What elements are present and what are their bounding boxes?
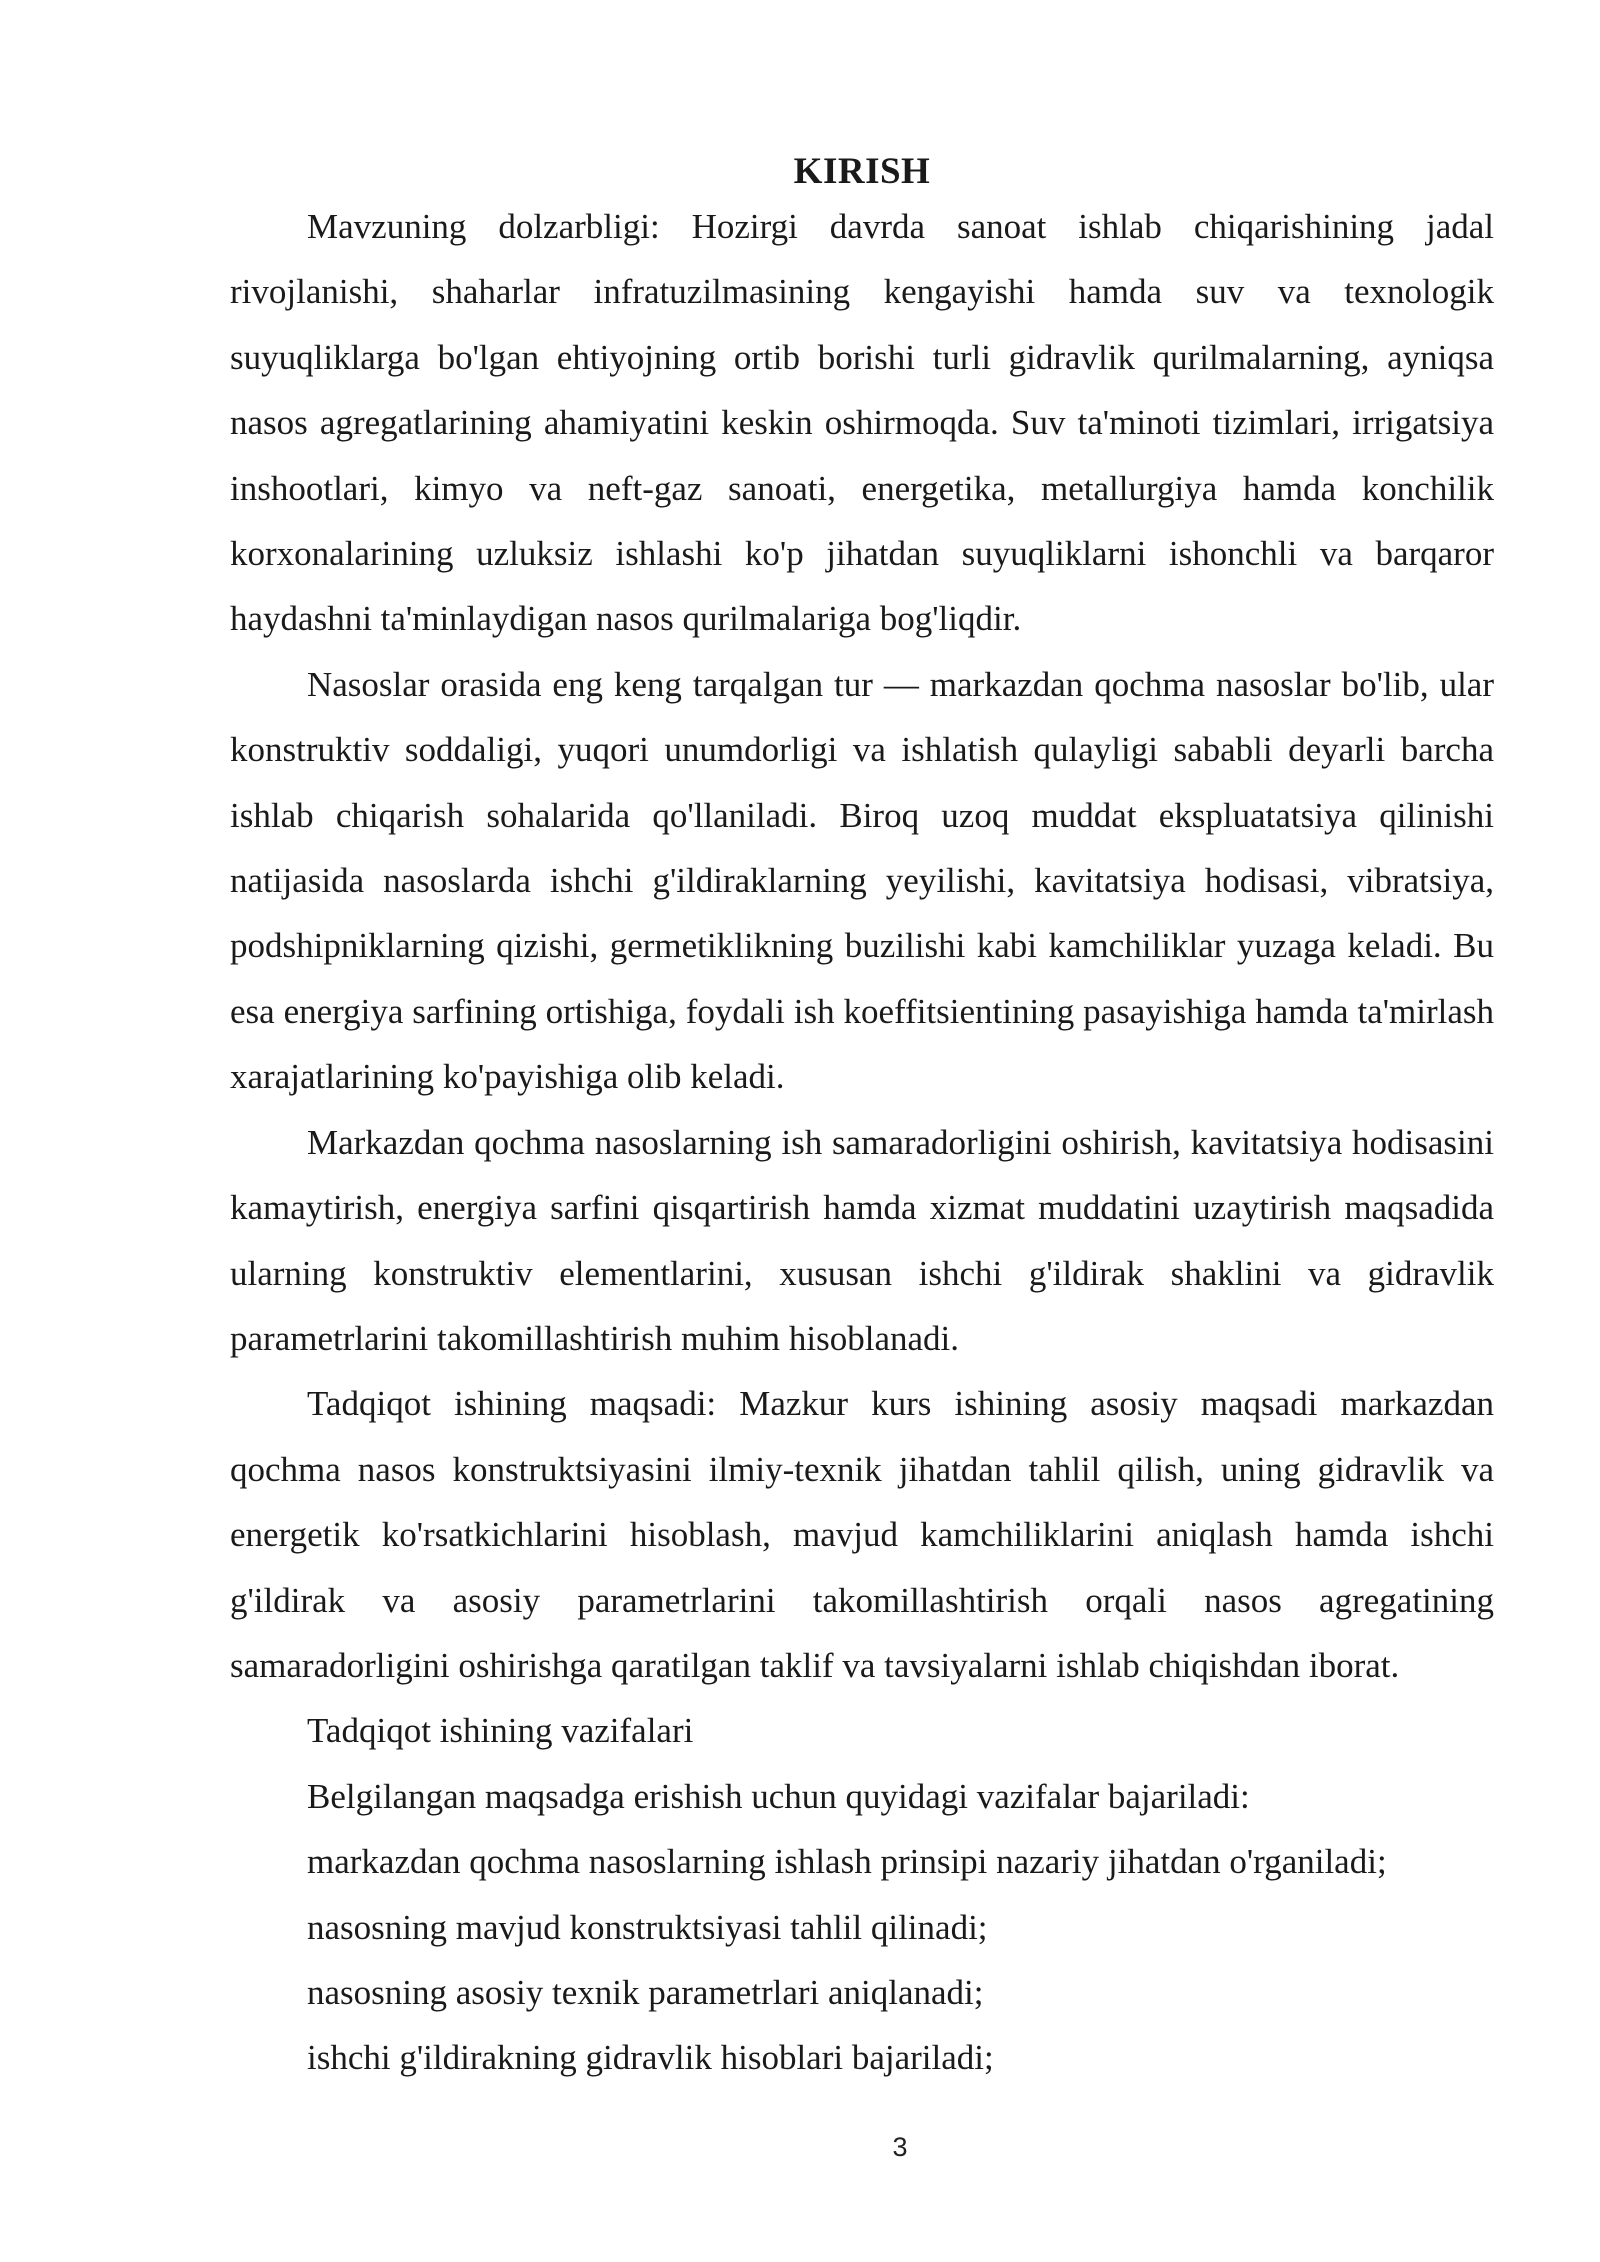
paragraph-efficiency: Markazdan qochma nasoslarning ish samaradorligini oshirish, kavitatsiya hodisasini kamaytirish, energiya sarfini qisqartirish hamda xizmat muddatini uzaytirish maqsadida ularning konstruktiv elementlarini, xususan ishchi g'ildirak shaklini va gidravlik parametrlarini takomillashtirish muhim hisoblanadi. bbox=[230, 1122, 1494, 1358]
tasks-intro: Belgilangan maqsadga erishish uchun quyidagi vazifalar bajariladi: bbox=[307, 1776, 1250, 1816]
task-item: nasosning mavjud konstruktsiyasi tahlil qilinadi; bbox=[307, 1907, 988, 1947]
page-title: KIRISH bbox=[793, 151, 931, 192]
document-page bbox=[230, 150, 1494, 2091]
task-item: nasosning asosiy texnik parametrlari aniqlanadi; bbox=[307, 1972, 984, 2012]
page-number: 3 bbox=[892, 2132, 908, 2162]
task-item: markazdan qochma nasoslarning ishlash prinsipi nazariy jihatdan o'rganiladi; bbox=[307, 1842, 1387, 1882]
paragraph-pump-types: Nasoslar orasida eng keng tarqalgan tur — markazdan qochma nasoslar bo'lib, ular konstruktiv soddaligi, yuqori unumdorligi va ishlatish qulayligi sababli deyarli barcha ishlab chiqarish sohalarida qo'llaniladi. Biroq uzoq muddat ekspluatatsiya qilinishi natijasida nasoslarda ishchi g'ildiraklarning yeyilishi, kavitatsiya hodisasi, vibratsiya, podshipniklarning qizishi, germetiklikning buzilishi kabi kamchiliklar yuzaga keladi. Bu esa energiya sarfining ortishiga, foydali ish koeffitsientining pasayishiga hamda ta'mirlash xarajatlarining ko'payishiga olib keladi. bbox=[230, 664, 1494, 1097]
tasks-heading: Tadqiqot ishining vazifalari bbox=[307, 1711, 694, 1751]
task-item: ishchi g'ildirakning gidravlik hisoblari bajariladi; bbox=[307, 2038, 994, 2078]
paragraph-relevance: Mavzuning dolzarbligi: Hozirgi davrda sanoat ishlab chiqarishining jadal rivojlanishi, shaharlar infratuzilmasining kengayishi hamda suv va texnologik suyuqliklarga bo'lgan ehtiyojning ortib borishi turli gidravlik qurilmalarning, ayniqsa nasos agregatlarining ahamiyatini keskin oshirmoqda. Suv ta'minoti tizimlari, irrigatsiya inshootlari, kimyo va neft-gaz sanoati, energetika, metallurgiya hamda konchilik korxonalarining uzluksiz ishlashi ko'p jihatdan suyuqliklarni ishonchli va barqaror haydashni ta'minlaydigan nasos qurilmalariga bog'liqdir. bbox=[230, 207, 1494, 639]
paragraph-research-goal: Tadqiqot ishining maqsadi: Mazkur kurs ishining asosiy maqsadi markazdan qochma nasos konstruktsiyasini ilmiy-texnik jihatdan tahlil qilish, uning gidravlik va energetik ko'rsatkichlarini hisoblash, mavjud kamchiliklarini aniqlash hamda ishchi g'ildirak va asosiy parametrlarini takomillashtirish orqali nasos agregatining samaradorligini oshirishga qaratilgan taklif va tavsiyalarni ishlab chiqishdan iborat. bbox=[230, 1384, 1494, 1685]
